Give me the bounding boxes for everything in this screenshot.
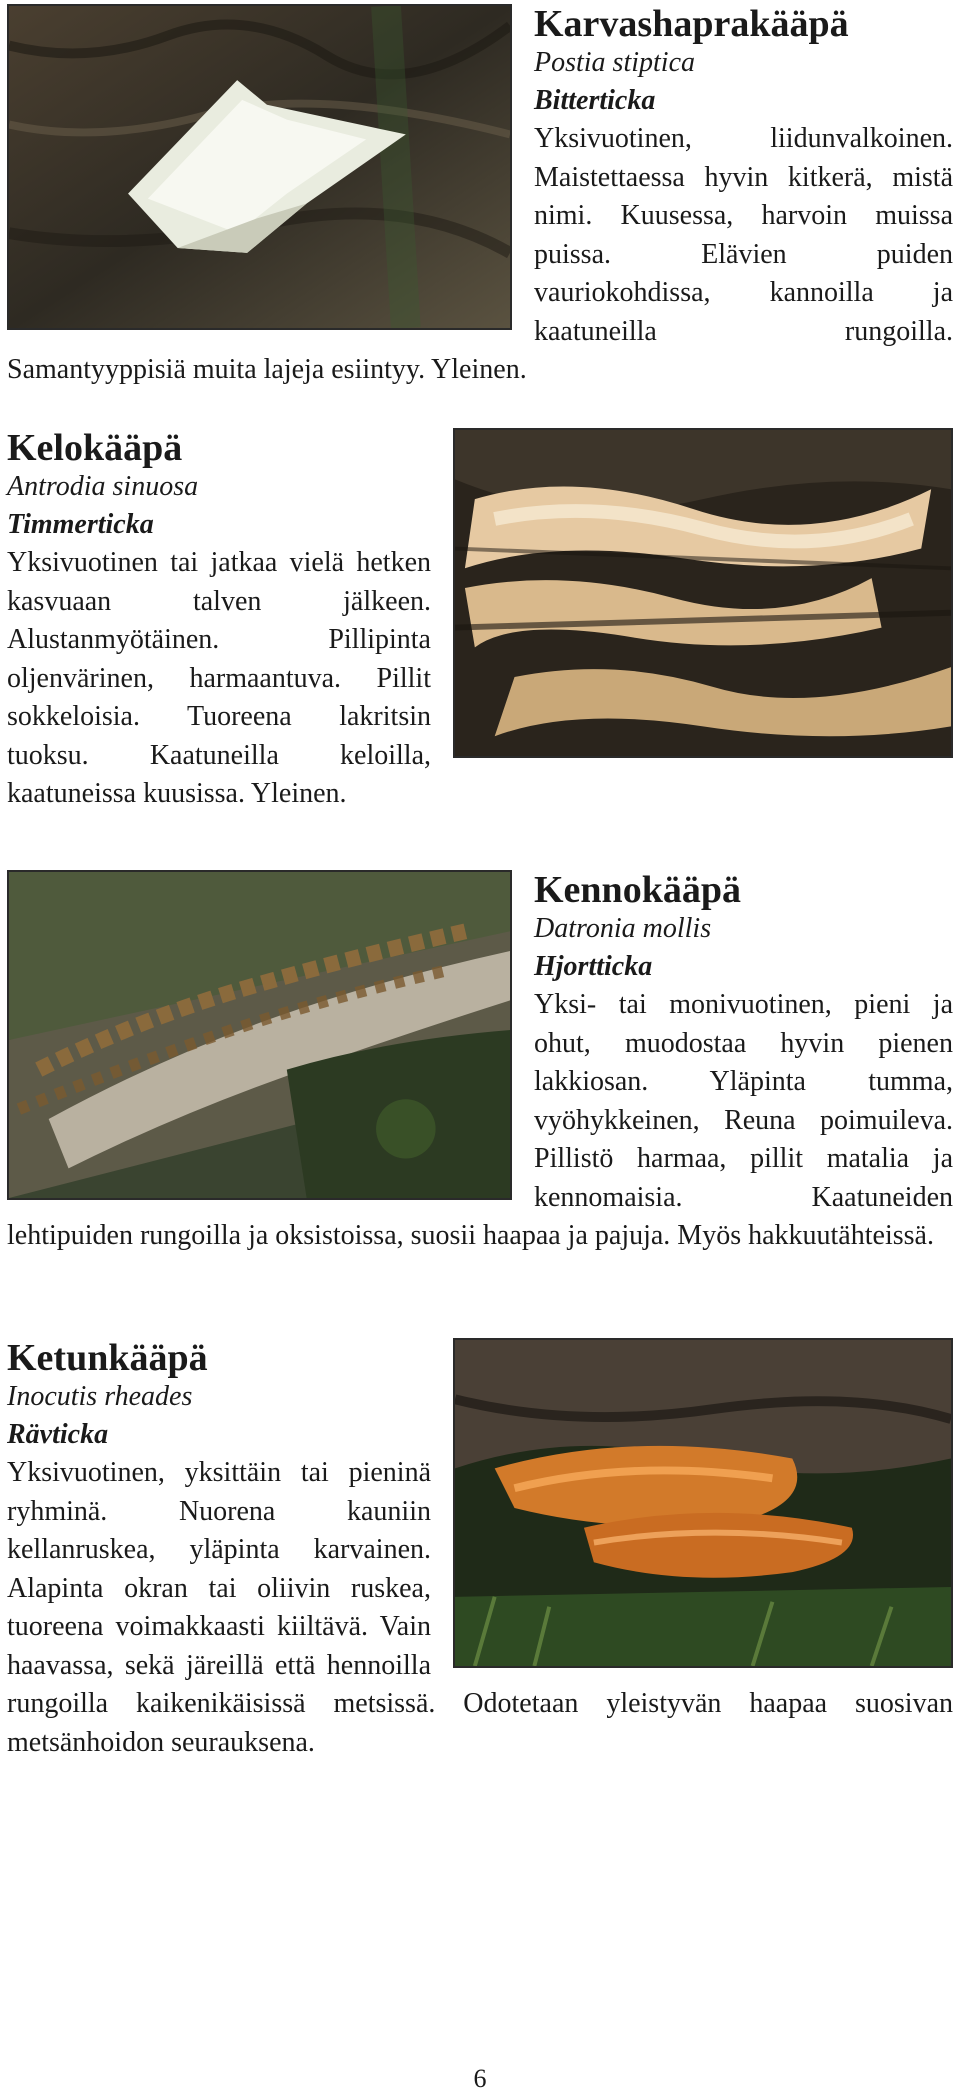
- species-description: Yksivuotinen, yksittäin tai pieninä ryhminä. Nuorena kauniin kellanruskea, yläpinta karvainen. Alapinta okran tai oliivin ruskea, tuoreena voimakkaasti kiiltävä. Vain haavassa, sekä järeillä että hennoilla rungoilla kaikenikäisissä metsissä. Odotetaan yleistyvän haapaa suosivan metsänhoidon seurauksena.: [7, 1457, 953, 1758]
- latin-name: Inocutis rheades: [7, 1381, 193, 1412]
- species-entry-kelokaapa: [7, 428, 953, 814]
- photo-ketunkaapa: [453, 1338, 953, 1668]
- species-name: Karvashaprakääpä: [534, 3, 849, 45]
- swedish-name: Hjortticka: [534, 951, 653, 982]
- species-description: Yksivuotinen tai jatkaa vielä hetken kasvuaan talven jälkeen. Alustanmyötäinen. Pillipinta oljenvärinen, harmaantuva. Pillit sokkeloisia. Tuoreena lakritsin tuoksu. Kaatuneilla keloilla, kaatuneissa kuusissa. Yleinen.: [7, 547, 431, 809]
- photo-karvashaprakaapa: [7, 4, 512, 330]
- swedish-name: Timmerticka: [7, 509, 154, 540]
- swedish-name: Rävticka: [7, 1419, 109, 1450]
- species-name: Kelokääpä: [7, 427, 183, 469]
- photo-kennokaapa: [7, 870, 512, 1200]
- species-description: Yksi- tai monivuotinen, pieni ja ohut, muodostaa hyvin pienen lakkiosan. Yläpinta tumma, vyöhykkeinen, Reuna poimuileva. Pillistö harmaa, pillit matalia ja kennomaisia. Kaatuneiden lehtipuiden rungoilla ja oksistoissa, suosii haapaa ja pajuja. Myös hakkuutähteissä.: [7, 989, 953, 1251]
- fungus-on-branch-image: [9, 872, 510, 1198]
- page-number: 6: [473, 2064, 487, 2093]
- species-description: Yksivuotinen, liidunvalkoinen. Maistettaessa hyvin kitkerä, mistä nimi. Kuusessa, harvoin muissa puissa. Elävien puiden vauriokohdissa, kannoilla ja kaatuneilla rungoilla. Samantyyppisiä muita lajeja esiintyy. Yleinen.: [7, 123, 953, 385]
- species-entry-karvashaprakaapa: [7, 4, 953, 390]
- latin-name: Antrodia sinuosa: [7, 471, 199, 502]
- species-name: Ketunkääpä: [7, 1337, 208, 1379]
- photo-kelokaapa: [453, 428, 953, 758]
- crust-fungus-on-log-image: [455, 430, 951, 756]
- species-name: Kennokääpä: [534, 869, 741, 911]
- latin-name: Datronia mollis: [534, 913, 712, 944]
- latin-name: Postia stiptica: [534, 47, 695, 78]
- species-entry-ketunkaapa: [7, 1338, 953, 1762]
- bracket-fungus-on-bark-image: [9, 6, 510, 328]
- orange-bracket-fungus-image: [455, 1340, 951, 1666]
- species-entry-kennokaapa: [7, 870, 953, 1256]
- swedish-name: Bitterticka: [534, 85, 656, 116]
